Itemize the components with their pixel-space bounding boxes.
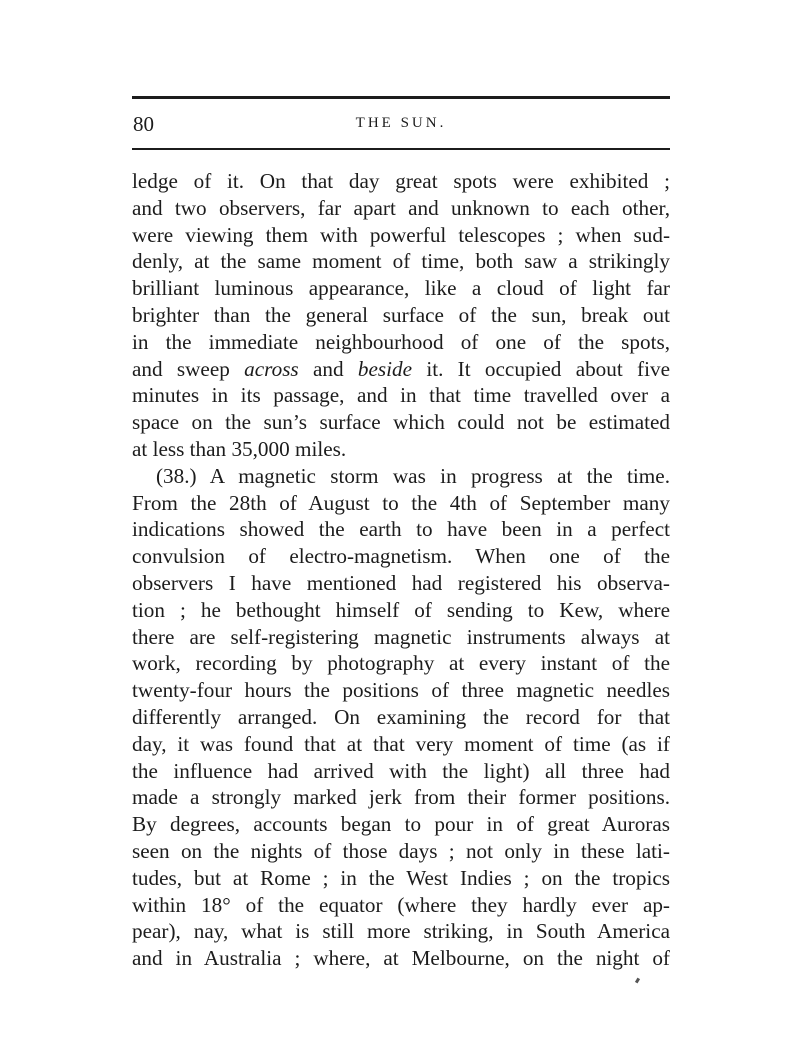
text-line: ledge of it. On that day great spots were exhibited ; <box>132 169 670 193</box>
text-line: and in Australia ; where, at Melbourne, on the night of <box>132 946 670 971</box>
text-line: differently arranged. On examining the record for that <box>132 704 670 729</box>
text-line: and two observers, far apart and unknown to each other, <box>132 195 670 220</box>
text-line: By degrees, accounts began to pour in of great Auroras <box>132 812 670 837</box>
text-line: tion ; he bethought himself of sending to Kew, where <box>132 597 670 622</box>
running-title: THE SUN. <box>355 115 447 131</box>
running-head <box>132 110 670 138</box>
text-line: brilliant luminous appearance, like a cloud of light far <box>132 276 670 301</box>
stray-ink-mark <box>635 978 640 984</box>
page-number: 80 <box>133 112 154 136</box>
text-line: tudes, but at Rome ; in the West Indies ; on the tropics <box>132 865 670 890</box>
text-line: From the 28th of August to the 4th of September many <box>132 490 670 515</box>
text-fragment: it. It occupied about five <box>412 356 670 381</box>
paragraph-last-line: at less than 35,000 miles. <box>132 436 347 461</box>
header-top-rule <box>132 96 670 99</box>
text-line: observers I have mentioned had registered his observa- <box>132 570 670 595</box>
text-fragment: and sweep <box>132 356 245 381</box>
text-line: denly, at the same moment of time, both saw a strikingly <box>132 249 670 274</box>
text-line: seen on the nights of those days ; not only in these lati- <box>132 838 670 863</box>
text-line: the influence had arrived with the light) all three had <box>132 758 670 783</box>
text-fragment: and <box>298 356 358 381</box>
text-line: minutes in its passage, and in that time travelled over a <box>132 383 670 408</box>
header-bottom-rule <box>132 148 670 150</box>
text-line: indications showed the earth to have been in a perfect <box>132 517 670 542</box>
paragraph-first-line: (38.) A magnetic storm was in progress at the time. <box>156 463 670 488</box>
body-text <box>132 168 670 972</box>
text-line: there are self-registering magnetic instruments always at <box>132 624 670 649</box>
text-line: brighter than the general surface of the sun, break out <box>132 302 670 327</box>
italic-word: across <box>244 356 299 381</box>
text-line: made a strongly marked jerk from their former positions. <box>132 785 670 810</box>
italic-word: beside <box>357 356 413 381</box>
text-line: within 18° of the equator (where they hardly ever ap- <box>132 892 670 917</box>
text-line: twenty-four hours the positions of three magnetic needles <box>132 678 670 703</box>
text-line: day, it was found that at that very moment of time (as if <box>132 731 670 756</box>
text-line: in the immediate neighbourhood of one of the spots, <box>132 329 670 354</box>
text-line: space on the sun’s surface which could not be estimated <box>132 410 670 435</box>
text-line-with-italics <box>132 356 670 383</box>
text-line: convulsion of electro-magnetism. When one of the <box>132 544 670 569</box>
text-line: were viewing them with powerful telescopes ; when sud- <box>132 222 670 247</box>
text-line: pear), nay, what is still more striking, in South America <box>132 919 670 944</box>
text-line: work, recording by photography at every instant of the <box>132 651 670 676</box>
